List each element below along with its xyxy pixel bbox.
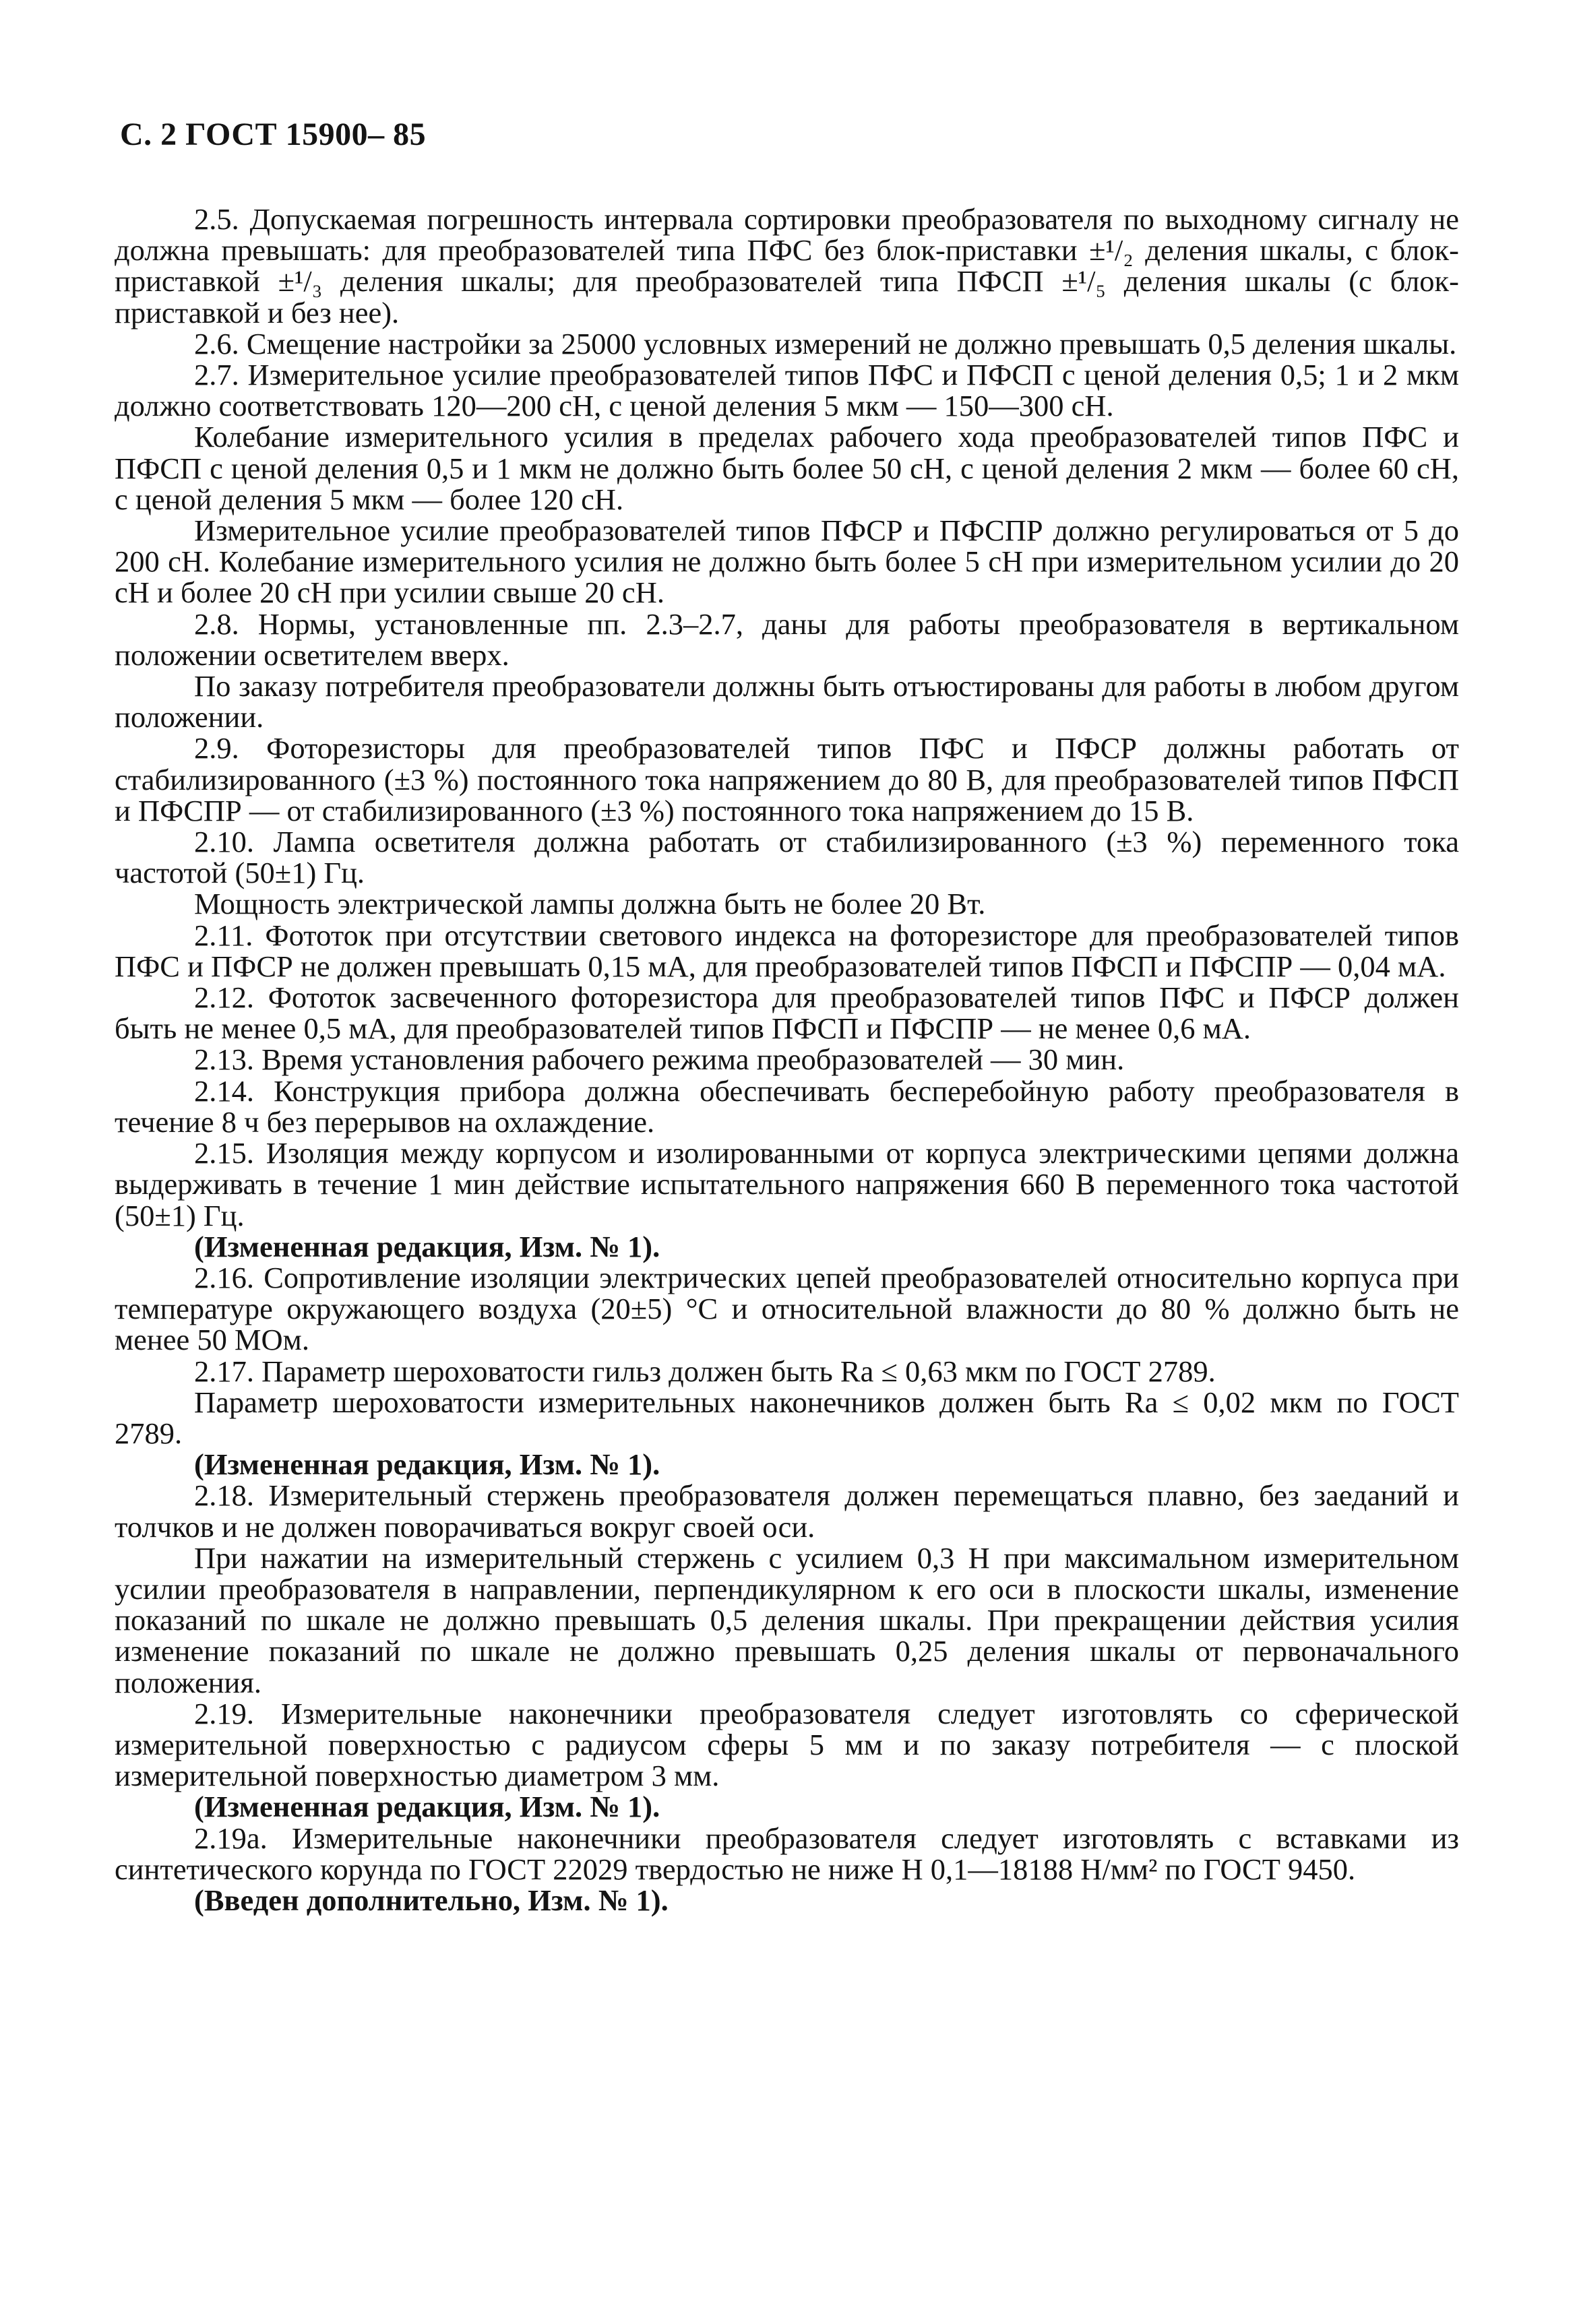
paragraph-2-10-power: Мощность электрической лампы должна быть не более 20 Вт. bbox=[194, 887, 986, 921]
amendment-note: (Измененная редакция, Изм. № 1). bbox=[194, 1229, 660, 1263]
paragraph-2-17: 2.17. Параметр шероховатости гильз должен быть Ra ≤ 0,63 мкм по ГОСТ 2789. bbox=[194, 1354, 1216, 1388]
paragraph-2-12: 2.12. Фототок засвеченного фоторезистора для преобразователей типов ПФС и ПФСР должен быть не менее 0,5 мА, для преобразователей типов ПФСП и ПФСПР — не менее 0,6 мА. bbox=[115, 980, 1459, 1046]
paragraph-2-18: 2.18. Измерительный стержень преобразователя должен перемещаться плавно, без заеданий и толчков и не должен поворачиваться вокруг своей оси. bbox=[115, 1478, 1459, 1544]
paragraph-2-9: 2.9. Фоторезисторы для преобразователей типов ПФС и ПФСР должны работать от стабилизированного (±3 %) постоянного тока напряжением до 80 В, для преобразователей типов ПФСП и ПФСПР — от стабилизированного (±3 %) постоянного тока напряжением до 15 В. bbox=[115, 731, 1459, 827]
amendment-note: (Измененная редакция, Изм. № 1). bbox=[194, 1790, 660, 1824]
paragraph-2-15: 2.15. Изоляция между корпусом и изолированными от корпуса электрическими цепями должна выдерживать в течение 1 мин действие испытательного напряжения 660 В переменного тока частотой (50±1) Гц. bbox=[115, 1136, 1459, 1232]
paragraph-2-7: 2.7. Измерительное усилие преобразователей типов ПФС и ПФСП с ценой деления 0,5; 1 и 2 мкм должно соответствовать 120—200 сН, с ценой деления 5 мкм — 150—300 сН. bbox=[115, 358, 1459, 423]
paragraph-2-13: 2.13. Время установления рабочего режима преобразователей — 30 мин. bbox=[194, 1042, 1125, 1077]
amendment-note: (Измененная редакция, Изм. № 1). bbox=[194, 1447, 660, 1482]
paragraph-2-18-pressure: При нажатии на измерительный стержень с усилием 0,3 Н при максимальном измерительном усилии преобразователя в направлении, перпендикулярном к его оси в плоскости шкалы, изменение показаний по шкале не должно превышать 0,5 деления шкалы. При прекращении действия усилия изменение показаний по шкале не должно превышать 0,25 деления шкалы от первоначального положения. bbox=[115, 1540, 1459, 1699]
document-body bbox=[115, 203, 1459, 1916]
paragraph-2-19a: 2.19а. Измерительные наконечники преобразователя следует изготовлять с вставками из синтетического корунда по ГОСТ 22029 твердостью не ниже Н 0,1—18188 Н/мм² по ГОСТ 9450. bbox=[115, 1821, 1459, 1886]
paragraph-2-19: 2.19. Измерительные наконечники преобразователя следует изготовлять со сферической измерительной поверхностью с радиусом сферы 5 мм и по заказу потребителя — с плоской измерительной поверхностью диаметром 3 мм. bbox=[115, 1696, 1459, 1793]
paragraph-2-14: 2.14. Конструкция прибора должна обеспечивать бесперебойную работу преобразователя в течение 8 ч без перерывов на охлаждение. bbox=[115, 1073, 1459, 1139]
paragraph-2-17-tips: Параметр шероховатости измерительных наконечников должен быть Ra ≤ 0,02 мкм по ГОСТ 2789. bbox=[115, 1385, 1459, 1450]
paragraph-2-8: 2.8. Нормы, установленные пп. 2.3–2.7, даны для работы преобразователя в вертикальном положении осветителем вверх. bbox=[115, 606, 1459, 672]
paragraph-2-6: 2.6. Смещение настройки за 25000 условных измерений не должно превышать 0,5 деления шкалы. bbox=[194, 326, 1457, 360]
page-header: С. 2 ГОСТ 15900– 85 bbox=[120, 117, 427, 152]
paragraph-2-16: 2.16. Сопротивление изоляции электрических цепей преобразователей относительно корпуса при температуре окружающего воздуха (20±5) °С и относительной влажности до 80 % должно быть не менее 50 МОм. bbox=[115, 1260, 1459, 1357]
paragraph-2-10: 2.10. Лампа осветителя должна работать от стабилизированного (±3 %) переменного тока частотой (50±1) Гц. bbox=[115, 825, 1459, 890]
paragraph-2-7-regulation: Измерительное усилие преобразователей типов ПФСР и ПФСПР должно регулироваться от 5 до 200 сН. Колебание измерительного усилия не должно быть более 5 сН при измерительном усилии до 20 сН и более 20 сН при усилии свыше 20 сН. bbox=[115, 513, 1459, 610]
paragraph-2-8-order: По заказу потребителя преобразователи должны быть отъюстированы для работы в любом другом положении. bbox=[115, 669, 1459, 734]
paragraph-2-7-oscillation: Колебание измерительного усилия в пределах рабочего хода преобразователей типов ПФС и ПФСП с ценой деления 0,5 и 1 мкм не должно быть более 50 сН, с ценой деления 2 мкм — более 60 сН, с ценой деления 5 мкм — более 120 сН. bbox=[115, 420, 1459, 516]
addition-note: (Введен дополнительно, Изм. № 1). bbox=[194, 1883, 669, 1917]
paragraph-2-5: 2.5. Допускаемая погрешность интервала сортировки преобразователя по выходному сигналу не должна превышать: для преобразователей типа ПФС без блок-приставки ±¹/₂ деления шкалы, с блок-приставкой ±¹/₃ деления шкалы; для преобразователей типа ПФСП ±¹/₅ деления шкалы (с блок-приставкой и без нее). bbox=[115, 202, 1459, 329]
paragraph-2-11: 2.11. Фототок при отсутствии светового индекса на фоторезисторе для преобразователей типов ПФС и ПФСР не должен превышать 0,15 мА, для преобразователей типов ПФСП и ПФСПР — 0,04 мА. bbox=[115, 918, 1459, 983]
